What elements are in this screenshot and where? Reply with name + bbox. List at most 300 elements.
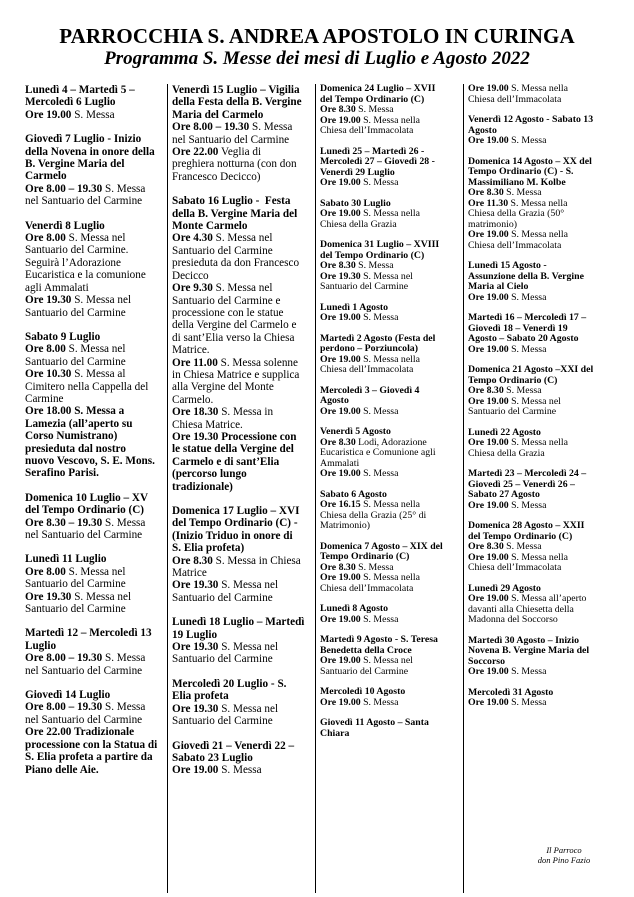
mass-location: S. Messa nella	[508, 229, 568, 240]
mass-location: S. Messa nel	[65, 565, 126, 578]
mass-time: Ore 19.00	[320, 405, 361, 417]
entry-heading-line: Martedì 30 Agosto – Inizio	[468, 634, 580, 646]
mass-time: Ore 8.00 – 19.30	[172, 121, 250, 134]
entry-heading-line: Carmelo	[25, 170, 67, 183]
mass-time-line	[320, 209, 460, 220]
entry-detail-line: Seguirà l’Adorazione	[25, 256, 121, 269]
mass-location: S. Messa nella	[508, 197, 568, 209]
mass-time-line	[468, 293, 612, 304]
entry-heading-line: 19 Luglio	[172, 628, 218, 641]
mass-location: S. Messa	[102, 516, 146, 529]
entry-heading-line: B. Vergine Maria del	[25, 158, 125, 171]
mass-time: Ore 19.30	[25, 294, 72, 307]
schedule-entry	[172, 678, 312, 728]
entry-detail-line: Santuario del Carmine	[25, 306, 126, 319]
schedule-entry	[25, 627, 167, 677]
mass-time: Ore 8.30	[320, 436, 356, 448]
program-subtitle: Programma S. Messe dei mesi di Luglio e Agosto 2022	[104, 48, 530, 69]
mass-time: Ore 8.30	[320, 104, 356, 115]
mass-time: Ore 22.00	[172, 146, 219, 159]
mass-location: S. Messa	[360, 613, 399, 625]
mass-time-line	[320, 656, 460, 667]
mass-time: Ore 19.30	[172, 702, 219, 715]
mass-time-line	[172, 641, 312, 653]
mass-time: Ore 19.00	[320, 572, 361, 583]
mass-time-line	[468, 84, 612, 95]
entry-heading-line: Ore 18.00 S. Messa a	[25, 405, 125, 418]
entry-heading-line: Domenica 31 Luglio – XVIII	[320, 239, 440, 250]
entry-heading-line: Lunedì 18 Luglio – Martedì	[172, 616, 305, 629]
mass-time-line	[25, 368, 167, 380]
mass-time: Ore 19.00	[320, 353, 361, 365]
signature-role: Il Parroco	[546, 845, 582, 855]
mass-time: Ore 19.00	[468, 135, 509, 146]
schedule-entry	[172, 740, 312, 777]
entry-detail-line: Madonna del Soccorso	[468, 614, 558, 625]
entry-detail-line: in Chiesa Matrice e supplica	[172, 368, 300, 381]
entry-detail-line: nel Santuario del Carmine	[25, 713, 143, 726]
entry-heading-line: Domenica 24 Luglio – XVII	[320, 83, 436, 94]
entry-heading-line: Domenica 28 Agosto – XXII	[468, 520, 585, 531]
mass-time-line	[25, 591, 167, 603]
entry-heading-line: Giovedì 25 – Venerdì 26 –	[468, 478, 575, 490]
mass-time-line	[172, 764, 312, 776]
schedule-entry	[468, 469, 612, 511]
entry-detail-line: Carmelo.	[172, 393, 214, 406]
mass-time-line	[172, 703, 312, 715]
mass-time-line	[320, 698, 460, 709]
entry-heading-line: della Novena in onore della	[25, 145, 155, 158]
entry-detail-line: processione con le statue	[172, 306, 284, 319]
signature-name: don Pino Fazio	[537, 855, 591, 865]
entry-heading-line: Martedì 9 Agosto - S. Teresa	[320, 634, 438, 645]
mass-time-line	[468, 698, 612, 709]
mass-time-line	[172, 579, 312, 591]
mass-time-line	[320, 500, 460, 511]
entry-detail-line: Ammalati	[320, 457, 360, 469]
mass-location: S. Messa	[360, 177, 399, 188]
entry-heading-line: Lunedì 4 – Martedì 5 –	[25, 84, 135, 96]
entry-detail-line: presieduta da don Francesco	[172, 257, 300, 270]
mass-time: Ore 8.00 – 19.30	[25, 182, 103, 195]
entry-heading-line: Venerdì 12 Agosto - Sabato 13	[468, 114, 594, 125]
mass-time: Ore 19.00	[320, 468, 361, 479]
schedule-entry	[320, 147, 460, 189]
entry-heading-line: del Tempo Ordinario (C)	[320, 93, 425, 105]
entry-detail-line: Santuario del Carmine.	[25, 244, 129, 257]
entry-heading-line: Maria al Cielo	[468, 281, 529, 292]
entry-heading-line: Soccorso	[468, 655, 506, 667]
schedule-column-4	[468, 84, 612, 893]
schedule-entry	[172, 195, 312, 493]
mass-time: Ore 19.00	[320, 177, 361, 188]
mass-location: S. Messa nel	[218, 641, 279, 654]
entry-detail-line: Chiesa della Grazia (25° di	[320, 509, 427, 521]
entry-detail-line: Chiesa dell’Immacolata	[468, 239, 562, 251]
entry-heading-line: Giovedì 18 – Venerdì 19	[468, 322, 568, 334]
schedule-entry	[25, 331, 167, 480]
entry-detail-line: Matrice	[172, 567, 207, 580]
mass-location: S. Messa all’aperto	[508, 593, 587, 604]
mass-time: Ore 19.00	[468, 395, 509, 407]
entry-heading-line: Giovedì 21 – Venerdì 22 –	[172, 739, 295, 752]
schedule-entry	[468, 428, 612, 460]
entry-heading-line: Sabato 23 Luglio	[172, 751, 253, 764]
entry-heading-line: Venerdì 8 Luglio	[25, 219, 105, 232]
mass-time-line	[172, 357, 312, 369]
mass-time: Ore 8.30	[172, 554, 213, 567]
entry-detail-line: nel Santuario del Carmine	[172, 133, 290, 146]
schedule-entry	[25, 553, 167, 615]
entry-heading-line: presieduta dal nostro	[25, 442, 126, 455]
mass-location: S. Messa nella	[508, 437, 568, 448]
entry-heading-line: Piano delle Aie.	[25, 763, 99, 776]
mass-location: S. Messa nella	[360, 208, 420, 219]
entry-detail-line: Santuario del Carmine	[25, 355, 126, 368]
entry-heading-line: Luglio	[25, 639, 57, 652]
mass-time: Ore 11.00	[172, 356, 218, 369]
mass-time-line	[25, 701, 167, 713]
mass-location: S. Messa	[503, 187, 542, 198]
mass-time-line	[172, 406, 312, 418]
column-divider	[167, 84, 168, 893]
mass-time-line	[172, 232, 312, 244]
mass-location: S. Messa nel	[508, 395, 561, 407]
mass-location: S. Messa nel	[360, 655, 413, 666]
entry-detail-line: Eucaristica e Comunione agli	[320, 447, 436, 458]
entry-detail-line: Chiesa dell’Immacolata	[320, 125, 414, 136]
mass-location: S. Messa	[503, 541, 542, 552]
entry-heading-line: Sabato 30 Luglio	[320, 197, 391, 209]
entry-heading-line: Sabato 6 Agosto	[320, 488, 387, 500]
mass-time-line	[320, 615, 460, 626]
signature	[514, 845, 614, 865]
entry-heading-line: Domenica 7 Agosto – XIX del	[320, 540, 443, 552]
entry-detail-line: Santuario del Carmine	[320, 665, 409, 677]
schedule-entry	[468, 584, 612, 626]
entry-heading-line: Lunedì 29 Agosto	[468, 582, 541, 594]
mass-time-line	[172, 121, 312, 133]
mass-time: Ore 19.30	[25, 590, 72, 603]
entry-heading-line: le statue della Vergine del	[172, 443, 294, 456]
mass-time-line	[25, 566, 167, 578]
mass-location: S. Messa nella	[508, 83, 568, 94]
mass-location: S. Messa	[508, 135, 547, 146]
mass-time-line	[468, 667, 612, 678]
mass-time: Ore 19.30	[172, 641, 219, 654]
entry-detail-line: nel Santuario del Carmine	[25, 195, 143, 208]
entry-heading-line: Sabato 16 Luglio - Festa	[172, 195, 291, 208]
entry-detail-line: alla Vergine del Monte	[172, 381, 274, 394]
entry-heading-line: Agosto – Sabato 20 Agosto	[468, 333, 579, 344]
entry-heading-line: Domenica 21 Agosto –XXI del	[468, 364, 594, 375]
mass-location: S. Messa nel	[71, 590, 132, 603]
column-divider	[315, 84, 316, 893]
mass-location: S. Messa nel	[212, 282, 273, 295]
entry-heading-line: Mercoledì 27 – Giovedì 28 -	[320, 156, 435, 167]
entry-heading-line: Agosto	[320, 395, 349, 406]
mass-time: Ore 8.00 – 19.30	[25, 701, 103, 714]
entry-heading-line: Carmelo e di sant’Elia	[172, 455, 280, 468]
entry-detail-line: Santuario del Carmine	[172, 591, 273, 604]
entry-heading-line: del Tempo Ordinario (C)	[468, 530, 573, 542]
mass-location: S. Messa in Chiesa	[212, 554, 301, 567]
entry-detail-line: Chiesa Matrice.	[172, 418, 243, 431]
entry-heading-line: Lunedì 25 – Martedì 26 -	[320, 145, 425, 157]
mass-location: S. Messa nel	[71, 294, 132, 307]
schedule-entry	[320, 542, 460, 595]
entry-heading-line: del Tempo Ordinario (C) -	[172, 517, 298, 530]
mass-time: Ore 19.00	[468, 697, 509, 708]
entry-heading-line: Novena B. Vergine Maria del	[468, 645, 590, 656]
entry-heading-line: Giovedì 7 Luglio - Inizio	[25, 133, 142, 146]
entry-heading-line: del Tempo Ordinario (C)	[25, 504, 145, 517]
mass-time-line	[468, 345, 612, 356]
mass-time: Ore 8.30	[320, 260, 356, 271]
entry-heading-line: S. Elia profeta a partire da	[25, 751, 153, 764]
parish-title: PARROCCHIA S. ANDREA APOSTOLO IN CURINGA	[59, 24, 575, 48]
entry-heading-line: nuovo Vescovo, S. E. Mons.	[25, 454, 155, 467]
entry-detail-line: davanti alla Chiesetta della	[468, 603, 574, 615]
entry-heading-line: Domenica 14 Agosto – XX del	[468, 155, 592, 167]
mass-time-line	[468, 438, 612, 449]
mass-location: S. Messa solenne	[217, 356, 298, 369]
entry-detail-line: Santuario del Carmine	[25, 603, 126, 616]
mass-location: S. Messa	[102, 652, 146, 665]
entry-detail-line: agli Ammalati	[25, 281, 89, 294]
entry-heading-line: Martedì 16 – Mercoledì 17 –	[468, 312, 587, 323]
mass-location: S. Messa	[355, 104, 394, 115]
schedule-entry	[25, 689, 167, 776]
mass-time: Ore 18.30	[172, 406, 219, 419]
mass-time-line	[468, 594, 612, 605]
entry-heading-line: Massimiliano M. Kolbe	[468, 176, 566, 188]
entry-detail-line: Chiesa dell’Immacolata	[468, 93, 562, 105]
schedule-entry	[468, 157, 612, 252]
mass-location: S. Messa nel	[218, 702, 279, 715]
schedule-entry	[468, 261, 612, 303]
entry-heading-line: Sabato 27 Agosto	[468, 489, 540, 500]
mass-time: Ore 4.30	[172, 232, 213, 245]
entry-heading-line: processione con la Statua di	[25, 738, 158, 751]
entry-detail-line: Francesco Decicco)	[172, 170, 261, 183]
entry-detail-line: Santuario del Carmine	[25, 578, 126, 591]
entry-heading-line: Lamezia (all’aperto su	[25, 417, 133, 430]
entry-detail-line: Carmine	[25, 392, 64, 405]
entry-detail-line: Matrimonio)	[320, 520, 371, 531]
schedule-entry	[320, 490, 460, 532]
mass-time-line	[25, 652, 167, 664]
mass-location: S. Messa nella	[360, 353, 420, 365]
entry-detail-line: nel Santuario del Carmine	[25, 664, 143, 677]
mass-location: S. Messa	[508, 666, 547, 677]
entry-heading-line: Lunedì 15 Agosto -	[468, 260, 547, 271]
entry-heading-line: Maria del Carmelo	[172, 108, 264, 121]
mass-time: Ore 19.00	[25, 108, 72, 121]
mass-location: S. Messa	[360, 468, 399, 479]
entry-detail-line: Chiesa della Grazia	[468, 447, 545, 459]
mass-location: S. Messa nel	[360, 270, 413, 282]
mass-time: Ore 19.00	[172, 764, 219, 777]
entry-heading-line: Lunedì 11 Luglio	[25, 553, 107, 566]
mass-location: S. Messa	[508, 343, 547, 355]
entry-detail-line: nel Santuario del Carmine	[25, 529, 143, 541]
schedule-column-2	[172, 84, 312, 893]
entry-heading-line: Venerdì 5 Agosto	[320, 426, 391, 437]
schedule-entry	[25, 220, 167, 319]
entry-heading-line: Martedì 2 Agosto (Festa del	[320, 332, 436, 344]
entry-detail-line: Santuario del Carmine	[172, 244, 273, 257]
entry-heading-line: della Festa della B. Vergine	[172, 96, 302, 109]
mass-location: S. Messa	[360, 405, 399, 417]
mass-time-line	[320, 407, 460, 418]
mass-location: S. Messa	[360, 696, 399, 708]
entry-heading-line: Domenica 17 Luglio – XVI	[172, 505, 300, 517]
entry-heading-line: Assunzione della B. Vergine	[468, 270, 584, 282]
schedule-entry	[320, 718, 460, 739]
schedule-entry	[172, 616, 312, 666]
schedule-entry	[25, 133, 167, 207]
mass-location: S. Messa	[508, 499, 547, 511]
mass-time: Ore 19.00	[468, 343, 509, 355]
schedule-entry	[468, 115, 612, 147]
entry-heading-line: tradizionale)	[172, 480, 233, 493]
mass-location: S. Messa	[218, 764, 262, 777]
schedule-entry	[320, 635, 460, 677]
mass-time: Ore 8.30	[468, 187, 504, 198]
mass-time-line	[172, 282, 312, 294]
entry-detail-line: Santuario del Carmine	[172, 653, 273, 666]
entry-detail-line: di sant’Elia verso la Chiesa	[172, 331, 295, 344]
mass-time-line	[25, 343, 167, 355]
schedule-column-3	[320, 84, 460, 893]
entry-heading-line: Lunedì 1 Agosto	[320, 301, 389, 313]
mass-time-line	[468, 501, 612, 512]
entry-heading-line: perdono – Porziuncola)	[320, 343, 418, 354]
schedule-entry	[468, 365, 612, 418]
schedule-entry	[468, 688, 612, 709]
mass-time: Ore 8.30 – 19.30	[25, 516, 103, 529]
entry-heading-line: Martedì 23 – Mercoledì 24 –	[468, 468, 587, 479]
mass-location: S. Messa nella	[360, 114, 420, 126]
entry-detail-line: Santuario del Carmine	[172, 715, 273, 728]
entry-detail-line: Chiesa dell’Immacolata	[468, 562, 562, 573]
schedule-entry	[320, 303, 460, 324]
mass-time: Ore 19.00	[468, 499, 509, 511]
mass-location: S. Messa nel	[65, 343, 126, 356]
mass-location: S. Messa	[360, 312, 399, 323]
entry-heading-line: Tempo Ordinario (C)	[320, 551, 410, 562]
entry-detail-line: Santuario del Carmine	[468, 406, 557, 417]
mass-time: Ore 8.00	[25, 232, 66, 245]
entry-detail-line: matrimonio)	[468, 218, 517, 230]
entry-heading-line: Tempo Ordinario (C) - S.	[468, 166, 574, 177]
mass-time-line	[320, 573, 460, 584]
mass-time: Ore 8.30	[320, 561, 356, 573]
mass-time: Ore 19.00	[320, 208, 361, 219]
entry-heading-line: Serafino Parisi.	[25, 467, 99, 480]
entry-heading-line: Corso Numistrano)	[25, 430, 118, 443]
mass-time: Ore 8.00	[25, 343, 66, 356]
mass-time: Ore 19.00	[468, 229, 509, 240]
entry-heading-line: Domenica 10 Luglio – XV	[25, 491, 149, 504]
entry-heading-line: Lunedì 22 Agosto	[468, 426, 541, 438]
entry-heading-line: Ore 22.00 Tradizionale	[25, 726, 135, 739]
entry-detail-line: Santuario del Carmine	[320, 281, 409, 292]
entry-heading-line: della B. Vergine Maria del	[172, 207, 298, 220]
mass-time: Ore 11.30	[468, 197, 509, 209]
mass-time: Ore 16.15	[320, 499, 361, 510]
mass-location: S. Messa	[503, 385, 542, 396]
schedule-entry	[25, 492, 167, 542]
entry-heading-line: S. Elia profeta)	[172, 542, 245, 555]
entry-heading-line: Giovedì 11 Agosto – Santa	[320, 717, 429, 728]
mass-time-line	[172, 555, 312, 567]
mass-time: Ore 19.30	[320, 270, 361, 282]
mass-time: Ore 10.30	[25, 368, 72, 381]
mass-time-line	[25, 232, 167, 244]
schedule-entry	[320, 84, 460, 137]
schedule-entry	[320, 240, 460, 293]
entry-heading-line: Monte Carmelo	[172, 220, 248, 233]
schedule-entry	[320, 334, 460, 376]
mass-time: Ore 19.00	[320, 696, 361, 708]
mass-time-line	[25, 517, 167, 529]
entry-detail-line: Cimitero nella Cappella del	[25, 380, 149, 393]
mass-time: Ore 9.30	[172, 282, 213, 295]
mass-time: Ore 19.30	[172, 579, 219, 592]
mass-location: S. Messa nella	[360, 572, 420, 583]
mass-time: Ore 8.00 – 19.30	[25, 652, 103, 665]
mass-time: Ore 19.00	[320, 114, 361, 126]
entry-detail-line: Santuario del Carmine e	[172, 294, 281, 307]
mass-time: Ore 8.00	[25, 565, 66, 578]
schedule-entry	[468, 313, 612, 355]
mass-time: Ore 19.00	[468, 593, 509, 604]
entry-detail-line: della Vergine del Carmelo e	[172, 319, 297, 332]
entry-detail-line: preghiera notturna (con don	[172, 158, 297, 171]
entry-detail-line: Decicco	[172, 269, 209, 282]
mass-location: S. Messa al	[71, 368, 126, 381]
schedule-entry	[320, 687, 460, 708]
entry-heading-line: Venerdì 15 Luglio – Vigilia	[172, 84, 300, 96]
schedule-entry	[468, 84, 612, 105]
mass-time: Ore 19.00	[468, 83, 509, 94]
entry-heading-line: Mercoledì 31 Agosto	[468, 686, 554, 698]
mass-location: S. Messa nel	[212, 232, 273, 245]
mass-time-line	[320, 178, 460, 189]
mass-location: S. Messa nella	[360, 499, 420, 510]
mass-location: S. Messa	[508, 697, 547, 708]
page-header	[0, 24, 634, 70]
entry-heading-line: Mercoledì 3 – Giovedì 4	[320, 384, 420, 396]
entry-detail-line: Chiesa dell’Immacolata	[320, 364, 414, 375]
mass-time-line	[25, 183, 167, 195]
mass-time-line	[25, 109, 167, 121]
mass-location: Lodi, Adorazione	[355, 436, 427, 448]
mass-time: Ore 19.00	[468, 291, 509, 303]
entry-heading-line: Elia profeta	[172, 690, 229, 703]
mass-time-line	[468, 230, 612, 241]
schedule-entry	[320, 199, 460, 231]
entry-heading-line: Chiara	[320, 727, 350, 739]
mass-time-line	[320, 469, 460, 480]
schedule-entry	[320, 427, 460, 480]
mass-location: S. Messa	[508, 291, 547, 303]
schedule-entry	[468, 636, 612, 678]
mass-location: S. Messa nel	[65, 232, 126, 245]
mass-location: S. Messa	[355, 561, 394, 573]
